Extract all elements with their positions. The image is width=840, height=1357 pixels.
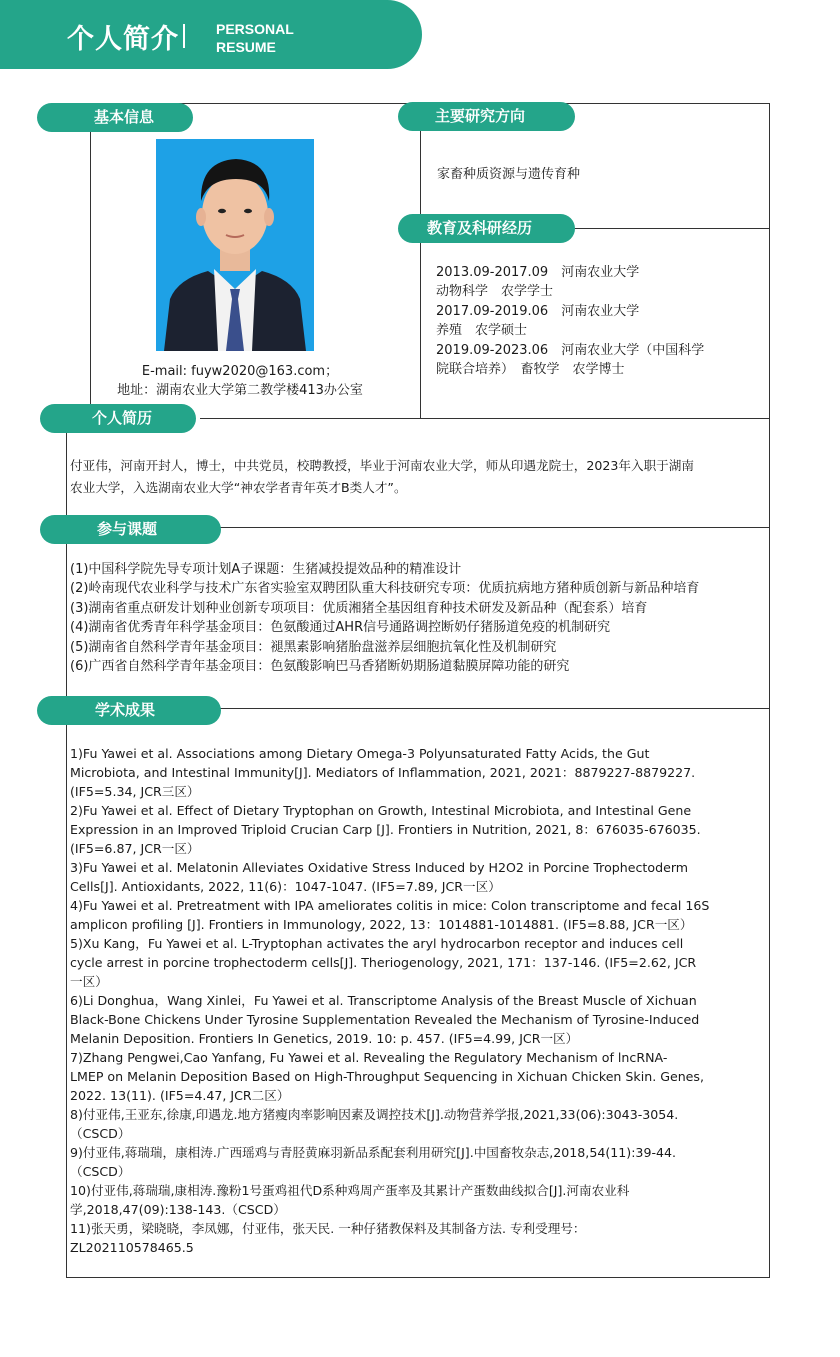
publication-line: 5)Xu Kang，Fu Yawei et al. L-Tryptophan activates the aryl hydrocarbon receptor and induces cell bbox=[70, 936, 684, 951]
frame-middle-line bbox=[420, 103, 421, 418]
project-item: (1)中国科学院先导专项计划A子课题：生猪减投提效品种的精准设计 bbox=[70, 562, 462, 577]
publication-line: （CSCD） bbox=[70, 1126, 131, 1141]
publication-line: 9)付亚伟,蒋瑞瑞，康相涛.广西瑶鸡与青胫黄麻羽新品系配套利用研究[J].中国畜牧杂志,2018,54(11):39-44. bbox=[70, 1145, 677, 1160]
education-line: 2019.09-2023.06 河南农业大学（中国科学 bbox=[436, 342, 705, 358]
publications-list bbox=[70, 744, 709, 1257]
header-subtitle-line1: PERSONAL bbox=[216, 21, 294, 37]
publication-line: Melanin Deposition. Frontiers In Genetics, 2019. 10: p. 457. (IF5=4.99, JCR一区） bbox=[70, 1031, 579, 1046]
frame-left-lower-line bbox=[66, 418, 67, 1278]
frame-right-line bbox=[769, 103, 770, 1278]
publication-line: 7)Zhang Pengwei,Cao Yanfang, Fu Yawei et al. Revealing the Regulatory Mechanism of lncRNA- bbox=[70, 1050, 668, 1065]
projects-bottom-line bbox=[216, 708, 770, 709]
publication-line: 2)Fu Yawei et al. Effect of Dietary Tryptophan on Growth, Intestinal Microbiota, and Intestinal Gene bbox=[70, 803, 692, 818]
section-research: 主要研究方向 bbox=[398, 102, 575, 131]
project-item: (4)湖南省优秀青年科学基金项目：色氨酸通过AHR信号通路调控断奶仔猪肠道免疫的机制研究 bbox=[70, 620, 611, 636]
education-line: 动物科学 农学学士 bbox=[436, 284, 554, 300]
publication-line: ZL202110578465.5 bbox=[70, 1240, 194, 1255]
education-list bbox=[436, 263, 704, 379]
bio-line: 农业大学，入选湖南农业大学“神农学者青年英才B类人才”。 bbox=[70, 480, 407, 495]
project-item: (5)湖南省自然科学青年基金项目：褪黑素影响猪胎盘滋养层细胞抗氧化性及机制研究 bbox=[70, 639, 557, 655]
edu-divider-line bbox=[560, 228, 770, 229]
publication-line: Microbiota, and Intestinal Immunity[J]. Mediators of Inflammation, 2021, 2021：8879227-8879227. bbox=[70, 765, 696, 780]
education-line: 2013.09-2017.09 河南农业大学 bbox=[436, 265, 640, 280]
header-divider bbox=[183, 24, 185, 48]
publication-line: 一区） bbox=[70, 974, 108, 989]
section-bio: 个人简历 bbox=[40, 404, 196, 433]
education-line: 院联合培养） 畜牧学 农学博士 bbox=[436, 362, 625, 378]
publication-line: Expression in an Improved Triploid Crucian Carp [J]. Frontiers in Nutrition, 2021, 8：676035-676035. bbox=[70, 822, 701, 837]
publication-line: (IF5=5.34, JCR三区） bbox=[70, 784, 200, 799]
publication-line: 8)付亚伟,王亚东,徐康,印遇龙.地方猪瘦肉率影响因素及调控技术[J].动物营养学报,2021,33(06):3043-3054. bbox=[70, 1107, 679, 1122]
publication-line: Cells[J]. Antioxidants, 2022, 11(6)：1047-1047. (IF5=7.89, JCR一区） bbox=[70, 879, 501, 894]
frame-bottom-line bbox=[66, 1277, 770, 1278]
profile-photo bbox=[156, 139, 314, 351]
contact-email: E-mail: fuyw2020@163.com； bbox=[141, 364, 339, 379]
publication-line: 4)Fu Yawei et al. Pretreatment with IPA ameliorates colitis in mice: Colon transcriptome and fecal 16S bbox=[70, 898, 710, 913]
header-title: 个人简介 bbox=[67, 24, 179, 55]
publication-line: 10)付亚伟,蒋瑞瑞,康相涛.豫粉1号蛋鸡祖代D系种鸡周产蛋率及其累计产蛋数曲线拟合[J].河南农业科 bbox=[70, 1183, 630, 1198]
publication-line: amplicon profiling [J]. Frontiers in Immunology, 2022, 13：1014881-1014881. (IF5=8.88, JCR一区） bbox=[70, 917, 693, 932]
research-direction: 家畜种质资源与遗传育种 bbox=[437, 167, 581, 182]
publication-line: 2022. 13(11). (IF5=4.47, JCR二区） bbox=[70, 1088, 290, 1103]
frame-left-line bbox=[90, 103, 91, 418]
publication-line: cycle arrest in porcine trophectoderm cells[J]. Theriogenology, 2021, 171：137-146. (IF5=2.62, JCR bbox=[70, 955, 697, 970]
publication-line: Black-Bone Chickens Under Tyrosine Supplementation Revealed the Mechanism of Tyrosine-Induced bbox=[70, 1012, 700, 1027]
publication-line: LMEP on Melanin Deposition Based on High-Throughput Sequencing in Xichuan Chicken Skin. Genes, bbox=[70, 1069, 704, 1084]
bio-text bbox=[70, 455, 766, 499]
section-achievements: 学术成果 bbox=[37, 696, 221, 725]
contact-address: 地址：湖南农业大学第二教学楼413办公室 bbox=[117, 383, 363, 398]
publication-line: 1)Fu Yawei et al. Associations among Dietary Omega-3 Polyunsaturated Fatty Acids, the Gut bbox=[70, 746, 650, 761]
publication-line: 11)张天勇，梁晓晓，李凤娜，付亚伟，张天民. 一种仔猪教保料及其制备方法. 专利受理号： bbox=[70, 1221, 586, 1236]
header-banner bbox=[0, 0, 422, 69]
header-subtitle-line2: RESUME bbox=[216, 39, 276, 55]
publication-line: 3)Fu Yawei et al. Melatonin Alleviates Oxidative Stress Induced by H2O2 in Porcine Trophectoderm bbox=[70, 860, 689, 875]
project-item: (2)岭南现代农业科学与技术广东省实验室双聘团队重大科技研究专项：优质抗病地方猪种质创新与新品种培育 bbox=[70, 581, 700, 597]
section-projects: 参与课题 bbox=[40, 515, 221, 544]
section-basic-info: 基本信息 bbox=[37, 103, 193, 132]
bio-line: 付亚伟，河南开封人，博士，中共党员，校聘教授，毕业于河南农业大学，师从印遇龙院士，2023年入职于湖南 bbox=[70, 458, 694, 473]
bio-bottom-line bbox=[216, 527, 770, 528]
section-education: 教育及科研经历 bbox=[398, 214, 575, 243]
education-line: 养殖 农学硕士 bbox=[436, 323, 528, 339]
project-item: (3)湖南省重点研发计划种业创新专项项目：优质湘猪全基因组育种技术研发及新品种（配套系）培育 bbox=[70, 600, 648, 616]
publication-line: （CSCD） bbox=[70, 1164, 131, 1179]
basic-bottom-line bbox=[200, 418, 770, 419]
header-subtitle bbox=[216, 20, 294, 56]
project-item: (6)广西省自然科学青年基金项目：色氨酸影响巴马香猪断奶期肠道黏膜屏障功能的研究 bbox=[70, 659, 570, 675]
education-line: 2017.09-2019.06 河南农业大学 bbox=[436, 303, 640, 319]
projects-list bbox=[70, 560, 699, 676]
publication-line: 6)Li Donghua，Wang Xinlei，Fu Yawei et al. Transcriptome Analysis of the Breast Muscle of Xichuan bbox=[70, 993, 697, 1008]
publication-line: 学,2018,47(09):138-143.（CSCD） bbox=[70, 1202, 286, 1217]
publication-line: (IF5=6.87, JCR一区） bbox=[70, 841, 200, 856]
